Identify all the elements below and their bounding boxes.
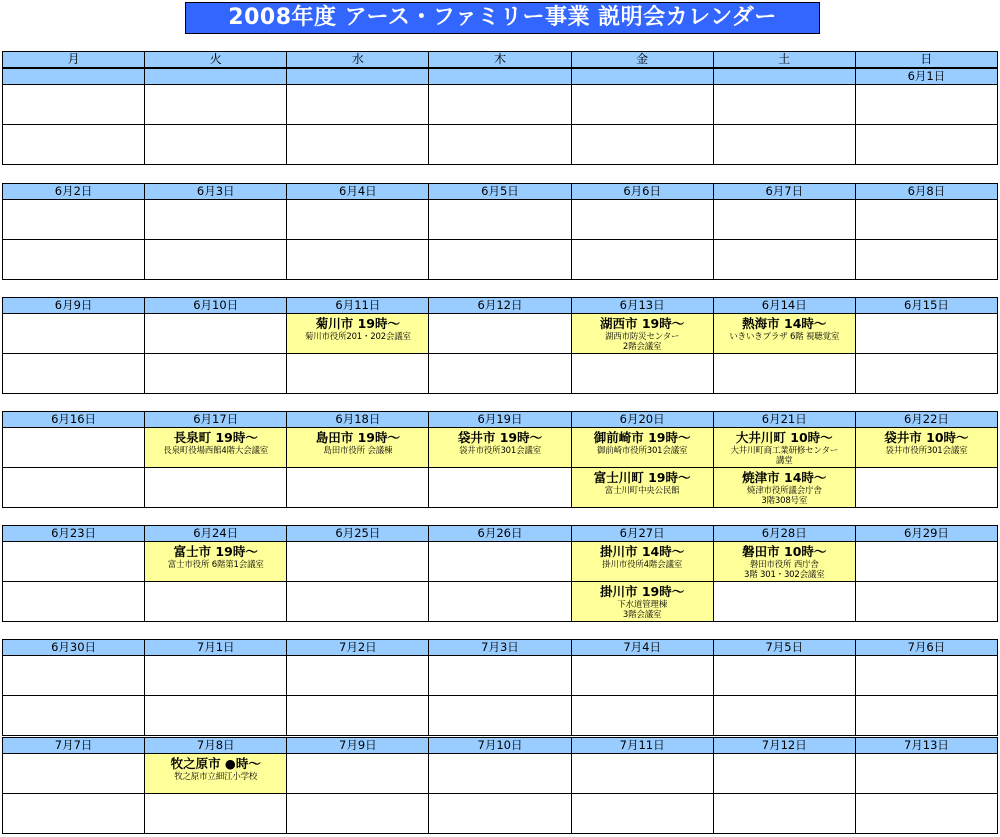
empty-cell	[144, 656, 286, 696]
event-slot-row	[2, 656, 998, 696]
date-label: 7月3日	[428, 639, 570, 656]
event-cell	[713, 314, 855, 354]
date-label: 7月2日	[286, 639, 428, 656]
event-cell	[286, 428, 428, 468]
date-label: 7月7日	[2, 737, 144, 754]
empty-cell	[713, 582, 855, 622]
event-cell	[571, 582, 713, 622]
date-label: 6月26日	[428, 525, 570, 542]
event-venue: 講堂	[775, 456, 793, 466]
empty-cell	[286, 754, 428, 794]
date-label	[144, 68, 286, 85]
empty-cell	[144, 85, 286, 125]
empty-cell	[286, 468, 428, 508]
event-cell	[286, 314, 428, 354]
empty-cell	[2, 696, 144, 736]
event-title: 富士川町 19時～	[593, 470, 691, 485]
empty-cell	[144, 200, 286, 240]
empty-cell	[144, 314, 286, 354]
empty-cell	[428, 794, 570, 834]
empty-cell	[855, 656, 998, 696]
empty-cell	[571, 354, 713, 394]
weekday-thu: 木	[428, 51, 570, 68]
event-slot-row	[2, 754, 998, 794]
date-label: 6月18日	[286, 411, 428, 428]
date-label: 7月6日	[855, 639, 998, 656]
empty-cell	[428, 582, 570, 622]
event-cell	[571, 542, 713, 582]
date-label: 6月25日	[286, 525, 428, 542]
empty-cell	[144, 696, 286, 736]
empty-cell	[428, 200, 570, 240]
event-title: 熱海市 14時～	[742, 316, 827, 331]
weekday-wed: 水	[286, 51, 428, 68]
empty-cell	[571, 200, 713, 240]
empty-cell	[713, 354, 855, 394]
empty-cell	[855, 468, 998, 508]
date-label: 6月11日	[286, 297, 428, 314]
event-venue: 3階 301・302会議室	[744, 570, 825, 580]
date-label: 6月3日	[144, 183, 286, 200]
event-cell	[428, 428, 570, 468]
date-label	[286, 68, 428, 85]
empty-cell	[713, 125, 855, 165]
date-label: 6月10日	[144, 297, 286, 314]
event-title: 牧之原市 ●時～	[170, 756, 261, 771]
empty-cell	[2, 240, 144, 280]
empty-cell	[2, 428, 144, 468]
event-cell	[713, 468, 855, 508]
empty-cell	[713, 85, 855, 125]
date-row	[2, 183, 998, 200]
date-label: 6月20日	[571, 411, 713, 428]
date-label: 7月12日	[713, 737, 855, 754]
empty-cell	[2, 582, 144, 622]
empty-cell	[713, 240, 855, 280]
empty-cell	[2, 125, 144, 165]
empty-cell	[571, 240, 713, 280]
empty-cell	[428, 696, 570, 736]
empty-cell	[144, 354, 286, 394]
empty-cell	[286, 354, 428, 394]
event-venue: 牧之原市立細江小学校	[174, 772, 258, 782]
empty-cell	[713, 754, 855, 794]
empty-cell	[571, 696, 713, 736]
date-label: 6月13日	[571, 297, 713, 314]
event-cell	[855, 428, 998, 468]
event-venue: 大井川町商工業研修センター	[730, 446, 839, 456]
date-label: 7月11日	[571, 737, 713, 754]
date-row	[2, 297, 998, 314]
event-venue: 御前崎市役所301会議室	[596, 446, 688, 456]
event-venue: 袋井市役所301会議室	[458, 446, 541, 456]
date-label: 6月12日	[428, 297, 570, 314]
empty-cell	[428, 314, 570, 354]
event-cell	[144, 754, 286, 794]
empty-cell	[428, 85, 570, 125]
event-cell	[571, 468, 713, 508]
empty-cell	[855, 542, 998, 582]
event-venue: 3階308号室	[761, 496, 808, 506]
event-cell	[713, 542, 855, 582]
weekday-sat: 土	[713, 51, 855, 68]
empty-cell	[855, 125, 998, 165]
event-cell	[144, 542, 286, 582]
date-label: 6月17日	[144, 411, 286, 428]
empty-cell	[2, 656, 144, 696]
date-label: 6月21日	[713, 411, 855, 428]
empty-cell	[571, 794, 713, 834]
date-row	[2, 639, 998, 656]
empty-cell	[286, 656, 428, 696]
event-cell	[571, 314, 713, 354]
event-venue: 下水道管理棟	[617, 600, 668, 610]
event-venue: 袋井市役所301会議室	[885, 446, 968, 456]
weekday-header	[2, 51, 998, 68]
date-label: 6月6日	[571, 183, 713, 200]
date-label: 6月29日	[855, 525, 998, 542]
date-label: 6月30日	[2, 639, 144, 656]
date-label: 6月27日	[571, 525, 713, 542]
event-slot-row	[2, 794, 998, 834]
event-title: 島田市 19時～	[315, 430, 400, 445]
empty-cell	[713, 200, 855, 240]
empty-cell	[286, 240, 428, 280]
empty-cell	[428, 542, 570, 582]
empty-cell	[713, 656, 855, 696]
date-label	[428, 68, 570, 85]
date-label: 7月13日	[855, 737, 998, 754]
empty-cell	[2, 85, 144, 125]
date-row	[2, 737, 998, 754]
empty-cell	[2, 542, 144, 582]
event-venue: 掛川市役所4階会議室	[602, 560, 683, 570]
weekday-fri: 金	[571, 51, 713, 68]
event-title: 菊川市 19時～	[315, 316, 400, 331]
date-label: 6月8日	[855, 183, 998, 200]
empty-cell	[855, 200, 998, 240]
event-venue: 長泉町役場西館4階大会議室	[163, 446, 269, 456]
event-title: 掛川市 14時～	[600, 544, 685, 559]
calendar-week	[2, 639, 998, 736]
empty-cell	[286, 200, 428, 240]
event-venue: 菊川市役所201・202会議室	[304, 332, 411, 342]
empty-cell	[286, 582, 428, 622]
date-label: 6月5日	[428, 183, 570, 200]
date-label: 6月16日	[2, 411, 144, 428]
empty-cell	[713, 696, 855, 736]
event-slot-row	[2, 240, 998, 280]
event-title: 焼津市 14時～	[742, 470, 827, 485]
empty-cell	[144, 794, 286, 834]
empty-cell	[428, 125, 570, 165]
empty-cell	[428, 468, 570, 508]
empty-cell	[286, 542, 428, 582]
date-label: 6月7日	[713, 183, 855, 200]
event-slot-row	[2, 582, 998, 622]
event-venue: 湖西市防災センター	[604, 332, 680, 342]
date-label: 6月14日	[713, 297, 855, 314]
event-slot-row	[2, 696, 998, 736]
calendar-week	[2, 525, 998, 622]
event-slot-row	[2, 125, 998, 165]
date-label: 6月19日	[428, 411, 570, 428]
event-title: 長泉町 19時～	[173, 430, 258, 445]
date-label: 6月15日	[855, 297, 998, 314]
date-label	[571, 68, 713, 85]
event-slot-row	[2, 314, 998, 354]
event-title: 磐田市 10時～	[742, 544, 827, 559]
date-label: 6月23日	[2, 525, 144, 542]
empty-cell	[144, 468, 286, 508]
event-cell	[713, 428, 855, 468]
date-label: 6月28日	[713, 525, 855, 542]
empty-cell	[144, 125, 286, 165]
event-venue: 島田市役所 会議棟	[323, 446, 393, 456]
calendar-week	[2, 183, 998, 280]
event-cell	[144, 428, 286, 468]
empty-cell	[855, 582, 998, 622]
empty-cell	[2, 200, 144, 240]
empty-cell	[571, 125, 713, 165]
weekday-sun: 日	[855, 51, 998, 68]
empty-cell	[2, 354, 144, 394]
empty-cell	[428, 354, 570, 394]
event-title: 大井川町 10時～	[735, 430, 833, 445]
empty-cell	[855, 696, 998, 736]
empty-cell	[571, 656, 713, 696]
weekday-mon: 月	[2, 51, 144, 68]
empty-cell	[2, 754, 144, 794]
event-venue: いきいきプラザ 6階 視聴覚室	[729, 332, 840, 342]
event-slot-row	[2, 542, 998, 582]
calendar-week	[2, 68, 998, 165]
date-label: 6月2日	[2, 183, 144, 200]
event-venue: 焼津市役所議会庁舎	[746, 486, 822, 496]
event-title: 御前崎市 19時～	[593, 430, 691, 445]
empty-cell	[428, 240, 570, 280]
event-title: 掛川市 19時～	[600, 584, 685, 599]
weekday-tue: 火	[144, 51, 286, 68]
event-title: 湖西市 19時～	[600, 316, 685, 331]
empty-cell	[286, 125, 428, 165]
date-row	[2, 525, 998, 542]
event-venue: 2階会議室	[622, 342, 662, 352]
date-row	[2, 68, 998, 85]
event-venue: 富士川町中央公民館	[604, 486, 680, 496]
calendar-week	[2, 737, 998, 834]
event-venue: 富士市役所 6階第1会議室	[167, 560, 264, 570]
empty-cell	[144, 582, 286, 622]
empty-cell	[571, 754, 713, 794]
empty-cell	[428, 656, 570, 696]
empty-cell	[428, 754, 570, 794]
calendar-week	[2, 297, 998, 394]
empty-cell	[286, 696, 428, 736]
event-cell	[571, 428, 713, 468]
event-venue: 3階会議室	[622, 610, 662, 620]
event-slot-row	[2, 354, 998, 394]
empty-cell	[855, 754, 998, 794]
empty-cell	[144, 240, 286, 280]
empty-cell	[855, 314, 998, 354]
event-slot-row	[2, 428, 998, 468]
date-label: 7月9日	[286, 737, 428, 754]
empty-cell	[286, 794, 428, 834]
event-slot-row	[2, 468, 998, 508]
event-title: 富士市 19時～	[173, 544, 258, 559]
date-label: 6月4日	[286, 183, 428, 200]
empty-cell	[2, 794, 144, 834]
empty-cell	[571, 85, 713, 125]
event-title: 袋井市 19時～	[457, 430, 543, 445]
date-label: 7月4日	[571, 639, 713, 656]
date-label: 6月22日	[855, 411, 998, 428]
empty-cell	[2, 314, 144, 354]
date-row	[2, 411, 998, 428]
date-label: 7月1日	[144, 639, 286, 656]
date-label: 6月9日	[2, 297, 144, 314]
calendar-week	[2, 411, 998, 508]
event-title: 袋井市 10時～	[884, 430, 969, 445]
empty-cell	[713, 794, 855, 834]
event-venue: 磐田市役所 西庁舎	[749, 560, 819, 570]
event-slot-row	[2, 85, 998, 125]
date-label: 7月5日	[713, 639, 855, 656]
date-label: 7月8日	[144, 737, 286, 754]
calendar-title: 2008年度 アース・ファミリー事業 説明会カレンダー	[185, 2, 820, 34]
date-label	[713, 68, 855, 85]
empty-cell	[855, 794, 998, 834]
empty-cell	[2, 468, 144, 508]
empty-cell	[286, 85, 428, 125]
empty-cell	[855, 240, 998, 280]
date-label: 6月1日	[855, 68, 998, 85]
date-label: 7月10日	[428, 737, 570, 754]
empty-cell	[855, 354, 998, 394]
event-slot-row	[2, 200, 998, 240]
date-label	[2, 68, 144, 85]
date-label: 6月24日	[144, 525, 286, 542]
empty-cell	[855, 85, 998, 125]
